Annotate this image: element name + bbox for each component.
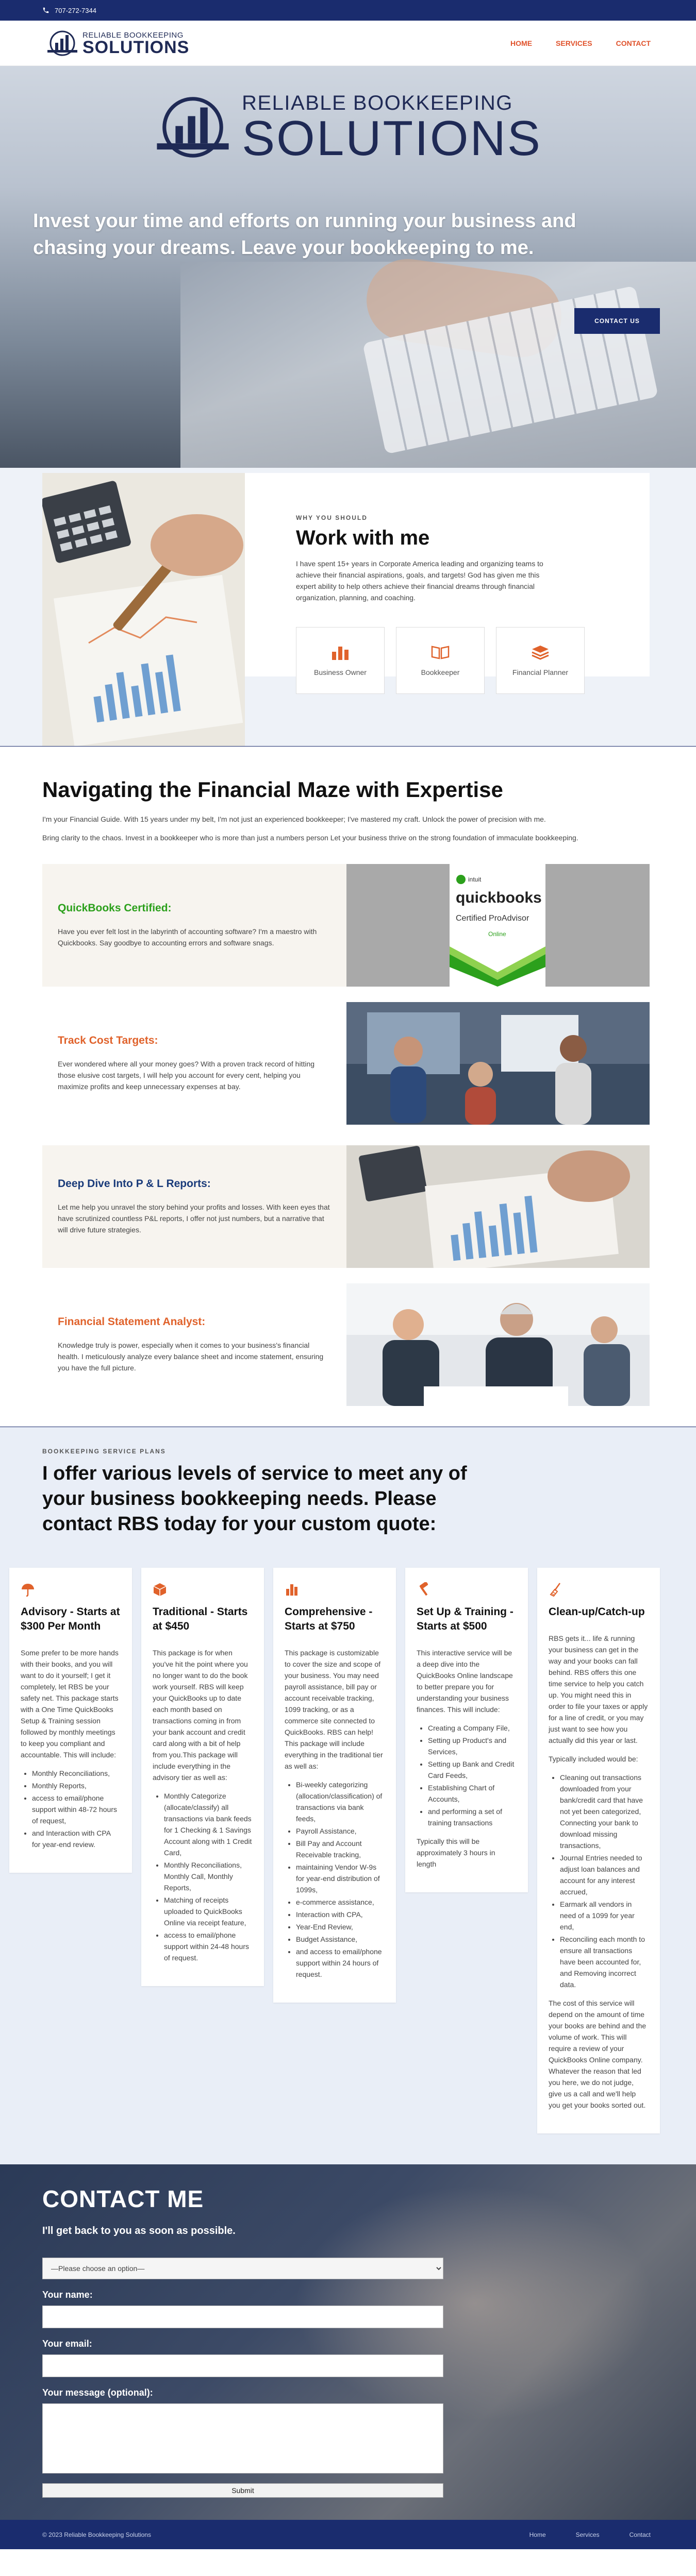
maze-intro-2: Bring clarity to the chaos. Invest in a bookkeeper who is more than just a numbers person Let your business thrive on the strong foundation of immaculate bookkeeping. bbox=[42, 834, 578, 842]
calculator-chart-illustration bbox=[42, 473, 245, 746]
badge-line-2: Online bbox=[488, 930, 506, 938]
contact-title: CONTACT ME bbox=[42, 2185, 204, 2212]
financial-maze-section bbox=[0, 746, 696, 1427]
work-eyebrow: WHY YOU SHOULD bbox=[296, 514, 368, 521]
plan-feature: • e-commerce assistance, bbox=[296, 1896, 385, 1908]
plan-feature: • Creating a Company File, bbox=[428, 1722, 517, 1734]
work-image-calculator bbox=[42, 473, 245, 746]
feature-quickbooks bbox=[42, 864, 654, 987]
quickbooks-badge-panel bbox=[346, 864, 650, 987]
plan-description: Typically included would be: bbox=[549, 1755, 638, 1763]
team-meeting-illustration bbox=[346, 1002, 650, 1125]
plan-cards bbox=[9, 1568, 687, 2133]
plan-feature: • Bi-weekly categorizing (allocation/classification) of transactions via bank feeds, bbox=[296, 1779, 385, 1824]
plan-feature-list bbox=[153, 1790, 253, 1963]
tile-label: Bookkeeper bbox=[421, 668, 460, 676]
topic-select[interactable] bbox=[42, 2258, 443, 2279]
plan-description: This package is customizable to cover the size and scope of your business. You may need payroll assistance, bill pay or account receivable tracking, 1099 tracking, or as a commerce site connected to QuickBooks. RBS can help! This package will include everything in the traditional tier as well as: bbox=[285, 1649, 383, 1770]
plan-description: RBS gets it... life & running your business can get in the way and your books can fall behind. RBS offers this one time service to help you catch up. You might need this in order to file your taxes or apply for a line of credit, or you may just want to see how you actually did this year or last. bbox=[549, 1634, 648, 1744]
name-field[interactable] bbox=[42, 2306, 443, 2328]
plan-card bbox=[141, 1568, 264, 1986]
work-with-me-section bbox=[0, 468, 696, 746]
feature-desc: Have you ever felt lost in the labyrinth of accounting software? I'm a maestro with Quickbooks. Say goodbye to accounting errors and software snags. bbox=[58, 927, 317, 947]
plan-feature: • Monthly Reconciliations, bbox=[32, 1768, 121, 1779]
feature-pl-reports bbox=[42, 1145, 654, 1268]
team-meeting-image bbox=[346, 1002, 650, 1125]
plan-description: This interactive service will be a deep dive into the QuickBooks Online landscape to better prepare you for understanding your business finances. This will include: bbox=[417, 1649, 513, 1714]
plan-feature: • and performing a set of training transactions bbox=[428, 1806, 517, 1828]
plan-feature: • Cleaning out transactions downloaded from your bank/credit card that have not yet been categorized, Connecting your bank to download missing transactions, bbox=[560, 1772, 649, 1851]
plan-card bbox=[537, 1568, 660, 2133]
footer-link-home[interactable]: Home bbox=[529, 2531, 546, 2538]
email-field[interactable] bbox=[42, 2354, 443, 2377]
plan-title: Clean-up/Catch-up bbox=[549, 1606, 645, 1618]
feature-track-cost bbox=[42, 1002, 654, 1125]
plan-card bbox=[405, 1568, 528, 1892]
top-bar bbox=[0, 0, 696, 21]
plans-eyebrow: BOOKKEEPING SERVICE PLANS bbox=[42, 1448, 166, 1455]
plan-feature-list bbox=[549, 1772, 649, 1990]
contact-us-button[interactable]: CONTACT US bbox=[574, 308, 660, 334]
plan-title: Traditional - Starts at $450 bbox=[153, 1606, 248, 1632]
tile-label: Financial Planner bbox=[512, 668, 569, 676]
plan-description: Some prefer to be more hands with their books, and you will want to do it yourself; I get it completely, let RBS be your safety net. This package starts with a One Time QuickBooks Setup & Training session followed by monthly meetings to keep you compliant and accountable. This will include: bbox=[21, 1649, 119, 1759]
feature-desc: Ever wondered where all your money goes? With a proven track record of hitting those elusive cost targets, I will help you account for every cent, helping you maximize profits and keep unnecessary expenses at bay. bbox=[58, 1060, 315, 1091]
plan-title: Set Up & Training - Starts at $500 bbox=[417, 1606, 513, 1632]
feature-desc: Knowledge truly is power, especially when it comes to your business's financial health. I meticulously analyze every balance sheet and income statement, ensuring you have the full picture. bbox=[58, 1341, 324, 1372]
plan-feature-list bbox=[285, 1779, 385, 1980]
analyst-illustration bbox=[346, 1283, 650, 1406]
message-label: Your message (optional): bbox=[42, 2387, 153, 2398]
plan-feature-list bbox=[21, 1768, 121, 1850]
logo-line-1: RELIABLE BOOKKEEPING bbox=[82, 31, 184, 40]
plan-feature: • and Interaction with CPA for year-end review. bbox=[32, 1827, 121, 1850]
message-field[interactable] bbox=[42, 2403, 443, 2473]
hero-logo-line-2: SOLUTIONS bbox=[242, 111, 542, 166]
open-book-icon bbox=[430, 645, 451, 660]
main-nav bbox=[510, 39, 651, 47]
badge-product: quickbooks bbox=[456, 889, 542, 906]
badge-line-1: Certified ProAdvisor bbox=[456, 914, 529, 923]
plan-feature: • Budget Assistance, bbox=[296, 1934, 385, 1945]
name-label: Your name: bbox=[42, 2290, 93, 2300]
contact-subtitle: I'll get back to you as soon as possible. bbox=[42, 2225, 236, 2236]
copyright: © 2023 Reliable Bookkeeping Solutions bbox=[42, 2531, 151, 2538]
plan-feature: • Interaction with CPA, bbox=[296, 1909, 385, 1920]
plan-title: Advisory - Starts at $300 Per Month bbox=[21, 1606, 120, 1632]
hero-logo-bars-icon bbox=[154, 96, 231, 158]
hero-logo-line-1: RELIABLE BOOKKEEPING bbox=[242, 92, 513, 114]
feature-title: Track Cost Targets: bbox=[58, 1035, 158, 1046]
maze-intro-1: I'm your Financial Guide. With 15 years under my belt, I'm not just an experienced bookkeeper; I've mastered my craft. Unlock the power of precision with me. bbox=[42, 815, 546, 823]
quickbooks-proadvisor-badge bbox=[346, 864, 650, 987]
feature-text bbox=[42, 1002, 346, 1125]
plan-note: The cost of this service will depend on the amount of time your books are behind and the volume of work. This will require a review of your QuickBooks Online company. Whatever the reason that led you here, we do not judge, give us a call and we'll help you get your books sorted out. bbox=[549, 1999, 647, 2109]
feature-text bbox=[42, 1283, 346, 1406]
plan-feature: • Bill Pay and Account Receivable tracking, bbox=[296, 1838, 385, 1860]
plan-feature: • Journal Entries needed to adjust loan balances and account for any interest accrued, bbox=[560, 1852, 649, 1897]
plan-feature: • Year-End Review, bbox=[296, 1921, 385, 1933]
nav-services[interactable]: SERVICES bbox=[556, 39, 592, 47]
maze-title: Navigating the Financial Maze with Expertise bbox=[42, 777, 503, 802]
feature-text bbox=[42, 1145, 346, 1268]
hero-section bbox=[0, 66, 696, 468]
contact-section bbox=[0, 2164, 696, 2520]
plan-feature: • Monthly Reconciliations, Monthly Call, Monthly Reports, bbox=[164, 1859, 253, 1893]
plan-feature: • Establishing Chart of Accounts, bbox=[428, 1782, 517, 1805]
logo-line-2: SOLUTIONS bbox=[82, 38, 190, 57]
feature-desc: Let me help you unravel the story behind your profits and losses. With keen eyes that have scrutinized countless P&L reports, I offer not just numbers, but a narrative that will drive future strategies. bbox=[58, 1203, 330, 1234]
phone-number[interactable]: 707-272-7344 bbox=[55, 6, 96, 14]
box-icon bbox=[153, 1582, 167, 1597]
plan-feature: • Monthly Categorize (allocate/classify) all transactions via bank feeds for 1 Checking & 1 Savings Account along with 1 Credit Card, bbox=[164, 1790, 253, 1858]
layers-icon bbox=[530, 645, 551, 660]
hero-logo bbox=[0, 92, 696, 166]
feature-title: Financial Statement Analyst: bbox=[58, 1316, 206, 1328]
nav-home[interactable]: HOME bbox=[510, 39, 533, 47]
work-tiles bbox=[296, 627, 585, 694]
logo-bars-icon bbox=[46, 30, 78, 56]
umbrella-icon bbox=[21, 1582, 35, 1597]
tile-bookkeeper[interactable] bbox=[396, 627, 485, 694]
service-plans-section bbox=[0, 1427, 696, 2164]
plan-feature: • Reconciling each month to ensure all transactions have been accounted for, and Removing incorrect data. bbox=[560, 1934, 649, 1990]
plan-feature: • Setting up Product's and Services, bbox=[428, 1735, 517, 1757]
plan-feature: • Payroll Assistance, bbox=[296, 1825, 385, 1837]
submit-button[interactable]: Submit bbox=[42, 2483, 443, 2498]
plan-feature: • access to email/phone support within 48-72 hours of request, bbox=[32, 1792, 121, 1826]
broom-icon bbox=[549, 1582, 563, 1597]
feature-text bbox=[42, 864, 346, 987]
plan-feature: • Setting up Bank and Credit Card Feeds, bbox=[428, 1758, 517, 1781]
bar-chart-icon bbox=[330, 645, 351, 660]
badge-brand: intuit bbox=[468, 876, 482, 883]
site-logo[interactable] bbox=[46, 30, 189, 56]
feature-financial-statement bbox=[42, 1283, 654, 1406]
bar-chart-icon bbox=[285, 1582, 299, 1597]
plan-title: Comprehensive - Starts at $750 bbox=[285, 1606, 373, 1632]
tile-business-owner[interactable] bbox=[296, 627, 385, 694]
nav-contact[interactable]: CONTACT bbox=[616, 39, 651, 47]
plan-feature: • Monthly Reports, bbox=[32, 1780, 121, 1791]
site-footer bbox=[0, 2520, 696, 2549]
work-title: Work with me bbox=[296, 527, 430, 549]
work-body bbox=[296, 514, 585, 694]
plan-note: Typically this will be approximately 3 hours in length bbox=[417, 1837, 495, 1868]
feature-title: Deep Dive Into P & L Reports: bbox=[58, 1178, 211, 1190]
plan-feature: • maintaining Vendor W-9s for year-end distribution of 1099s, bbox=[296, 1861, 385, 1895]
plan-feature: • Earmark all vendors in need of a 1099 for year end, bbox=[560, 1899, 649, 1933]
feature-title: QuickBooks Certified: bbox=[58, 902, 172, 914]
phone-icon bbox=[42, 7, 49, 14]
contact-form bbox=[42, 2258, 443, 2498]
plan-feature: • Matching of receipts uploaded to QuickBooks Online via receipt feature, bbox=[164, 1894, 253, 1928]
plan-feature-list bbox=[417, 1722, 517, 1828]
plan-card bbox=[273, 1568, 396, 2003]
hero-title: Invest your time and efforts on running your business and chasing your dreams. Leave your bookkeeping to me. bbox=[33, 210, 576, 259]
footer-nav bbox=[529, 2531, 651, 2538]
plan-card bbox=[9, 1568, 132, 1873]
work-text: I have spent 15+ years in Corporate America leading and organizing teams to achieve their financial aspirations, goals, and targets! God has given me this expert ability to help others achieve their financial dreams through financial organization, planning, and coaching. bbox=[296, 560, 543, 602]
reports-image bbox=[346, 1145, 650, 1268]
footer-link-contact[interactable]: Contact bbox=[629, 2531, 651, 2538]
site-header bbox=[0, 21, 696, 66]
hammer-icon bbox=[417, 1582, 431, 1597]
reports-illustration bbox=[346, 1145, 650, 1268]
plans-title: I offer various levels of service to meet any of your business bookkeeping needs. Please contact RBS today for your custom quote: bbox=[42, 1463, 467, 1535]
email-label: Your email: bbox=[42, 2338, 92, 2349]
plan-feature: • access to email/phone support within 24-48 hours of request. bbox=[164, 1929, 253, 1963]
plan-description: This package is for when you've hit the point where you no longer want to do the book work yourself. RBS will keep your QuickBooks up to date each month based on transactions coming in from your bank account and credit card along with a bit of help from you.This package will include everything in the advisory tier as well as: bbox=[153, 1649, 248, 1782]
tile-label: Business Owner bbox=[314, 668, 367, 676]
tile-financial-planner[interactable] bbox=[496, 627, 585, 694]
analyst-image bbox=[346, 1283, 650, 1406]
footer-link-services[interactable]: Services bbox=[575, 2531, 600, 2538]
plan-feature: • and access to email/phone support within 24 hours of request. bbox=[296, 1946, 385, 1980]
